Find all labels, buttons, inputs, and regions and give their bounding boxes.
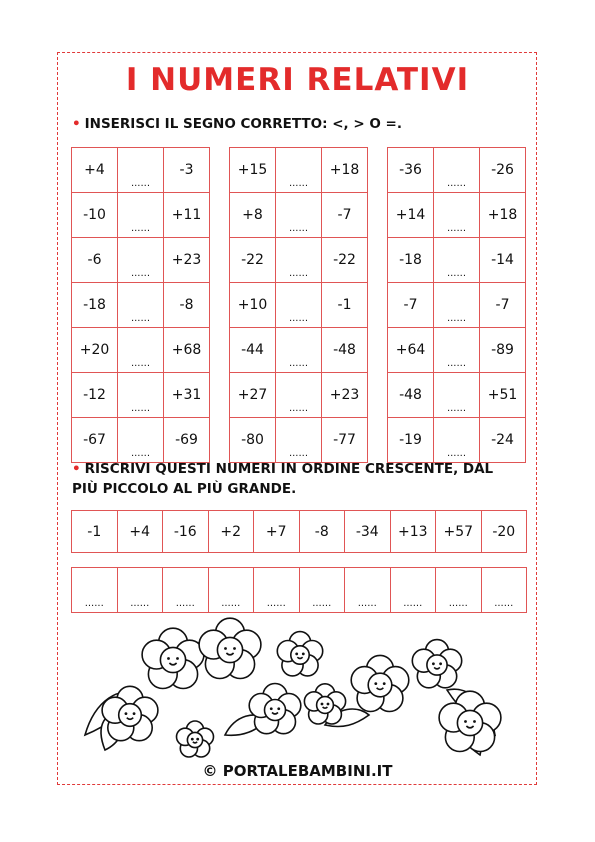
right-number: -7 <box>480 283 526 328</box>
left-number: -44 <box>230 328 276 373</box>
left-number: +4 <box>72 148 118 193</box>
table-row <box>388 283 526 328</box>
flower-icon <box>142 628 204 688</box>
table-row <box>72 328 210 373</box>
left-number: -10 <box>72 193 118 238</box>
sign-blank[interactable]: ...... <box>276 373 322 418</box>
left-number: -12 <box>72 373 118 418</box>
numbers-to-order-row <box>71 510 527 553</box>
exercise2-instruction-line2: PIÙ PICCOLO AL PIÙ GRANDE. <box>72 481 297 497</box>
right-number: -8 <box>164 283 210 328</box>
sign-blank[interactable]: ...... <box>434 283 480 328</box>
right-number: +11 <box>164 193 210 238</box>
sign-blank[interactable]: ...... <box>276 193 322 238</box>
left-number: +15 <box>230 148 276 193</box>
number-cell: +13 <box>390 511 436 553</box>
exercise2-instruction-line1: RISCRIVI QUESTI NUMERI IN ORDINE CRESCENTE, DAL <box>84 461 494 477</box>
table-row <box>388 148 526 193</box>
flower-icon <box>351 655 409 711</box>
answer-blank[interactable]: ...... <box>254 568 300 613</box>
number-cell: +7 <box>254 511 300 553</box>
table-row <box>230 373 368 418</box>
exercise2-instruction <box>72 459 493 499</box>
left-number: -19 <box>388 418 434 463</box>
answer-blank[interactable]: ...... <box>163 568 209 613</box>
table-row <box>72 283 210 328</box>
right-number: +23 <box>164 238 210 283</box>
number-cell: +57 <box>436 511 482 553</box>
right-number: -7 <box>322 193 368 238</box>
right-number: -26 <box>480 148 526 193</box>
right-number: -89 <box>480 328 526 373</box>
flower-icon <box>439 691 501 751</box>
answer-blank[interactable]: ...... <box>72 568 118 613</box>
flower-icon <box>177 721 214 757</box>
sign-blank[interactable]: ...... <box>118 238 164 283</box>
number-cell: -1 <box>72 511 118 553</box>
answer-blank[interactable]: ...... <box>117 568 163 613</box>
table-row <box>72 148 210 193</box>
flower-icon <box>199 618 261 678</box>
flower-icon <box>277 632 322 676</box>
left-number: -36 <box>388 148 434 193</box>
left-number: -67 <box>72 418 118 463</box>
left-number: -18 <box>72 283 118 328</box>
sign-blank[interactable]: ...... <box>434 148 480 193</box>
number-cell: -34 <box>345 511 391 553</box>
table-row <box>388 418 526 463</box>
table-row <box>230 328 368 373</box>
table-row <box>388 193 526 238</box>
number-cell: +4 <box>117 511 163 553</box>
right-number: -69 <box>164 418 210 463</box>
sign-blank[interactable]: ...... <box>118 193 164 238</box>
sign-blank[interactable]: ...... <box>276 238 322 283</box>
right-number: -3 <box>164 148 210 193</box>
left-number: -48 <box>388 373 434 418</box>
bullet-icon: • <box>72 461 81 477</box>
left-number: +10 <box>230 283 276 328</box>
answer-blank[interactable]: ...... <box>390 568 436 613</box>
left-number: +14 <box>388 193 434 238</box>
answer-blank[interactable]: ...... <box>299 568 345 613</box>
left-number: -80 <box>230 418 276 463</box>
sign-blank[interactable]: ...... <box>118 328 164 373</box>
sign-blank[interactable]: ...... <box>434 328 480 373</box>
left-number: -7 <box>388 283 434 328</box>
left-number: +64 <box>388 328 434 373</box>
right-number: +31 <box>164 373 210 418</box>
right-number: -1 <box>322 283 368 328</box>
right-number: -24 <box>480 418 526 463</box>
comparison-table-1 <box>71 147 210 463</box>
right-number: +18 <box>322 148 368 193</box>
sign-blank[interactable]: ...... <box>118 148 164 193</box>
page-title: I NUMERI RELATIVI <box>125 62 470 98</box>
table-row <box>388 328 526 373</box>
left-number: +20 <box>72 328 118 373</box>
bullet-icon: • <box>72 116 81 132</box>
sign-blank[interactable]: ...... <box>276 328 322 373</box>
sign-blank[interactable]: ...... <box>434 193 480 238</box>
table-row <box>72 238 210 283</box>
exercise1-instruction <box>72 114 402 134</box>
flower-icon <box>304 684 345 724</box>
right-number: -48 <box>322 328 368 373</box>
flower-icon <box>102 686 158 740</box>
sign-blank[interactable]: ...... <box>276 148 322 193</box>
sign-blank[interactable]: ...... <box>118 418 164 463</box>
number-cell: -20 <box>481 511 527 553</box>
right-number: -77 <box>322 418 368 463</box>
answer-row <box>71 567 527 613</box>
table-row <box>230 283 368 328</box>
number-cell: +2 <box>208 511 254 553</box>
footer-copyright: © PORTALEBAMBINI.IT <box>202 762 393 780</box>
sign-blank[interactable]: ...... <box>276 283 322 328</box>
left-number: +27 <box>230 373 276 418</box>
answer-blank[interactable]: ...... <box>345 568 391 613</box>
right-number: -22 <box>322 238 368 283</box>
right-number: +51 <box>480 373 526 418</box>
flower-icon <box>412 640 461 688</box>
sign-blank[interactable]: ...... <box>434 238 480 283</box>
table-row <box>72 568 527 613</box>
right-number: -14 <box>480 238 526 283</box>
answer-blank[interactable]: ...... <box>436 568 482 613</box>
exercise1-instruction-text: INSERISCI IL SEGNO CORRETTO: <, > O =. <box>84 116 402 132</box>
sign-blank[interactable]: ...... <box>434 373 480 418</box>
sign-blank[interactable]: ...... <box>276 418 322 463</box>
table-row <box>388 238 526 283</box>
answer-blank[interactable]: ...... <box>481 568 527 613</box>
number-cell: -16 <box>163 511 209 553</box>
table-row <box>230 418 368 463</box>
flower-icon <box>249 684 301 734</box>
table-row <box>230 238 368 283</box>
table-row <box>72 511 527 553</box>
table-row <box>72 418 210 463</box>
comparison-table-2 <box>229 147 368 463</box>
table-row <box>388 373 526 418</box>
left-number: +8 <box>230 193 276 238</box>
table-row <box>230 148 368 193</box>
left-number: -6 <box>72 238 118 283</box>
right-number: +68 <box>164 328 210 373</box>
flowers-illustration <box>75 615 525 765</box>
table-row <box>230 193 368 238</box>
right-number: +23 <box>322 373 368 418</box>
number-cell: -8 <box>299 511 345 553</box>
left-number: -18 <box>388 238 434 283</box>
sign-blank[interactable]: ...... <box>434 418 480 463</box>
table-row <box>72 193 210 238</box>
comparison-table-3 <box>387 147 526 463</box>
table-row <box>72 373 210 418</box>
left-number: -22 <box>230 238 276 283</box>
sign-blank[interactable]: ...... <box>118 283 164 328</box>
answer-blank[interactable]: ...... <box>208 568 254 613</box>
sign-blank[interactable]: ...... <box>118 373 164 418</box>
right-number: +18 <box>480 193 526 238</box>
